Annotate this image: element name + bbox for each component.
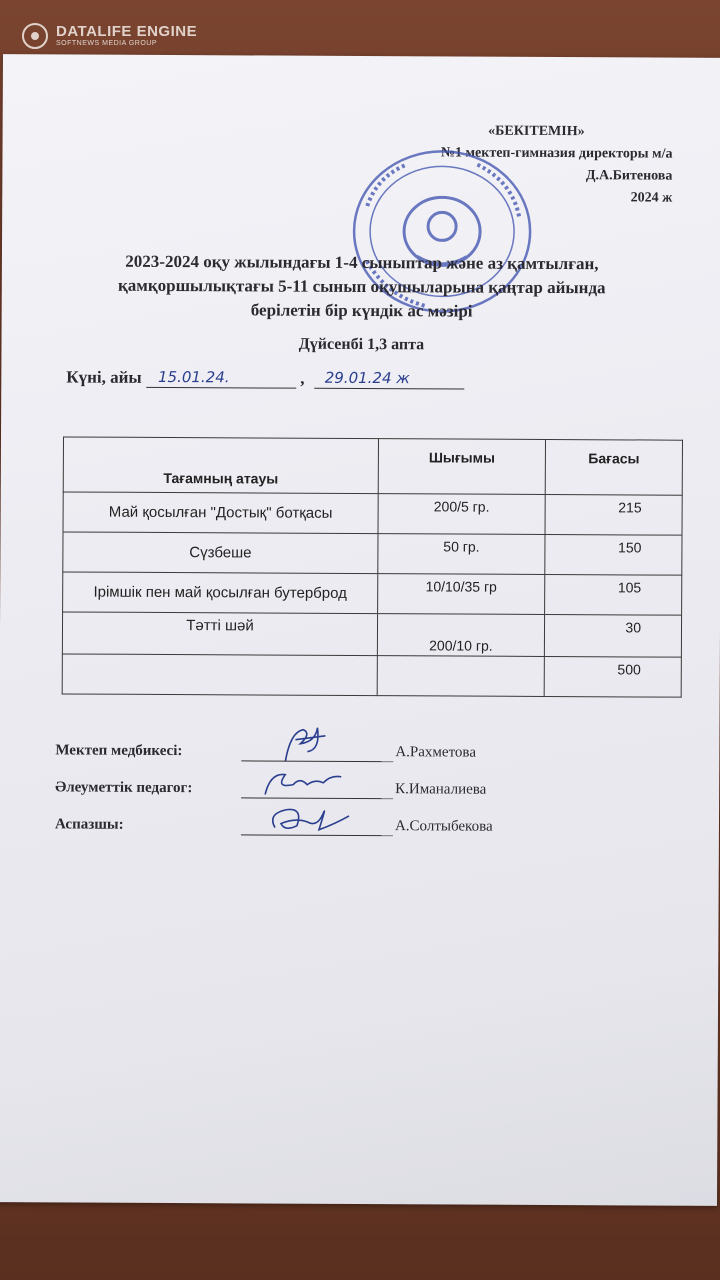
total-name — [62, 654, 377, 696]
date-field-1 — [146, 365, 296, 389]
signature-role: Мектеп медбикесі: — [55, 742, 183, 760]
document-page — [0, 54, 720, 1206]
table-total-row — [62, 654, 681, 697]
watermark-subtitle: SOFTNEWS MEDIA GROUP — [56, 40, 158, 47]
date-field-2 — [315, 366, 465, 390]
date-line — [66, 364, 465, 389]
signature-role: Аспазшы: — [54, 816, 124, 833]
date-label: Күні, айы — [66, 367, 142, 387]
dish-name: Тәтті шәй — [62, 612, 377, 656]
dish-price: 105 — [545, 574, 682, 615]
signature-name: А.Солтыбекова — [394, 818, 493, 835]
signature-name: А.Рахметова — [395, 744, 477, 761]
handwritten-date-2: 29.01.24 ж — [324, 368, 410, 388]
dish-price: 150 — [545, 534, 682, 575]
approval-director: №1 мектеп-гимназия директоры м/а — [440, 145, 673, 162]
signature-block — [55, 736, 676, 850]
dish-price: 215 — [545, 494, 682, 535]
dish-name: Май қосылған "Достық" ботқасы — [63, 492, 378, 534]
document-heading — [42, 249, 682, 324]
signature-role: Әлеуметтік педагог: — [55, 779, 193, 797]
table-row — [63, 572, 682, 615]
day-week-label: Дүйсенбі 1,3 апта — [298, 335, 425, 354]
table-row — [63, 532, 682, 575]
date-separator: , — [300, 368, 305, 388]
table-header-row — [63, 437, 682, 495]
approval-name: Д.А.Битенова — [585, 168, 673, 184]
header-price: Бағасы — [545, 439, 682, 495]
signature-row — [55, 736, 675, 776]
total-yield — [377, 656, 544, 697]
dish-yield: 10/10/35 гр — [378, 574, 545, 615]
table-row — [63, 492, 682, 535]
dish-yield: 200/10 гр. — [377, 614, 544, 657]
approval-year: 2024 ж — [630, 190, 673, 206]
dish-name: Ірімшік пен май қосылған бутерброд — [63, 572, 378, 614]
header-dish-name: Тағамның атауы — [63, 437, 378, 494]
menu-table — [62, 436, 683, 697]
dish-yield: 50 гр. — [378, 534, 545, 575]
heading-line-2: қамқоршылықтағы 5-11 сынып оқушыларына қаңтар айында — [117, 275, 606, 298]
dish-price: 30 — [544, 614, 681, 657]
approval-title: «БЕКІТЕМІН» — [488, 123, 585, 140]
heading-line-1: 2023-2024 оқу жылындағы 1-4 сыныптар және аз қамтылған, — [125, 251, 599, 274]
dish-yield: 200/5 гр. — [378, 494, 545, 535]
heading-line-3: берілетін бір күндік ас мәзірі — [250, 300, 473, 321]
handwritten-date-1: 15.01.24. — [157, 367, 230, 387]
watermark — [22, 20, 197, 52]
watermark-logo-icon — [22, 23, 48, 49]
total-price: 500 — [544, 656, 681, 697]
signature-row — [55, 810, 675, 850]
table-row — [62, 612, 681, 657]
header-yield: Шығымы — [378, 439, 545, 495]
signature-row — [55, 773, 675, 813]
watermark-title: DATALIFE ENGINE — [56, 23, 198, 40]
dish-name: Сүзбеше — [63, 532, 378, 574]
signature-name: К.Иманалиева — [395, 781, 487, 798]
